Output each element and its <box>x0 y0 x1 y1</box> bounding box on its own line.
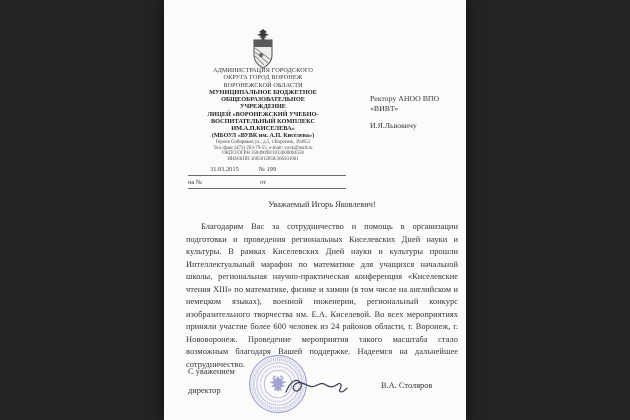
letterhead-address: Героев Сибиряков ул., д.5, г.Воронеж, 394051 <box>215 140 311 146</box>
signer-name: В.А. Столяров <box>381 381 433 390</box>
letterhead-org-line: ЛИЦЕЙ «ВОРОНЕЖСКИЙ УЧЕБНО- <box>207 110 319 118</box>
recipient-block <box>370 94 460 131</box>
letterhead-admin-line: ВОРОНЕЖСКОЙ ОБЛАСТИ <box>223 81 303 89</box>
letterhead-abbreviation: (МБОУЛ «ВУВК им. А.П. Киселева») <box>211 132 315 139</box>
voronezh-coat-of-arms-icon <box>250 27 276 71</box>
letterhead-admin-line: ОКРУГА ГОРОД ВОРОНЕЖ <box>223 74 303 82</box>
number-label: № <box>258 166 265 173</box>
signer-title: директор <box>188 386 221 395</box>
recipient-line: Ректору АНОО ВПО <box>370 94 440 103</box>
reference-reply-row <box>188 179 346 189</box>
reply-to-label: на № <box>188 179 202 186</box>
letterhead-okpo-ogrn: ОКПО/ОГРН 35849098/1033600064558 <box>222 151 304 157</box>
letter-number: 199 <box>266 166 277 173</box>
letterhead-org-line: МУНИЦИПАЛЬНОЕ БЮДЖЕТНОЕ <box>209 88 317 96</box>
scanned-letter-page <box>164 0 466 420</box>
letterhead-org-line: ОБЩЕОБРАЗОВАТЕЛЬНОЕ <box>221 96 305 104</box>
recipient-name: И.Я.Львовичу <box>370 121 417 130</box>
recipient-line: «ВИВТ» <box>370 104 399 113</box>
letter-date: 31.03.2015 <box>210 166 239 173</box>
letterhead <box>174 67 352 163</box>
reference-block <box>188 166 346 192</box>
handwritten-signature <box>284 374 354 402</box>
letterhead-org-line: УЧРЕЖДЕНИЕ <box>239 103 287 111</box>
reference-date-row <box>188 166 346 176</box>
letterhead-org-line: ВОСПИТАТЕЛЬНЫЙ КОМПЛЕКС <box>210 118 316 126</box>
reply-from-label: от <box>259 179 266 186</box>
letterhead-admin-line: АДМИНИСТРАЦИЯ ГОРОДСКОГО <box>213 67 313 74</box>
salutation: Уважаемый Игорь Яковлевич! <box>268 200 376 209</box>
letterhead-org-line: ИМ.А.П.КИСЕЛЕВА» <box>231 125 295 133</box>
letterhead-inn-kpp: ИНН/КПП 3665012858/366501001 <box>227 157 299 163</box>
letter-body: Благодарим Вас за сотрудничество и помощь в организации подготовки и проведения региональных Киселевских Дней науки и культуры. В рамках Киселевских Дней науки и культуры прошли Интеллектуальный марафон по математике для учащихся начальной школы, региональная научно-практическая конференция «Киселевские чтения XIII» по математике, физике и химии (в том числе на английском и немецком языках), военной инженерии, региональный конкурс изобразительного творчества им. Е.А. Киселевой. Во всех мероприятиях приняли участие более 600 человек из 24 районов области, г. Воронеж, г. Нововоронеж. Проведение мероприятия такого масштаба стало возможным благодаря Вашей поддержке. Надеемся на дальнейшее сотрудничество. <box>186 222 458 370</box>
letterhead-phone-email: Тел./факс (473) 263-79-55, e-mail: vuvk@mail.ru <box>213 145 313 151</box>
closing-phrase: С уважением <box>188 367 235 376</box>
